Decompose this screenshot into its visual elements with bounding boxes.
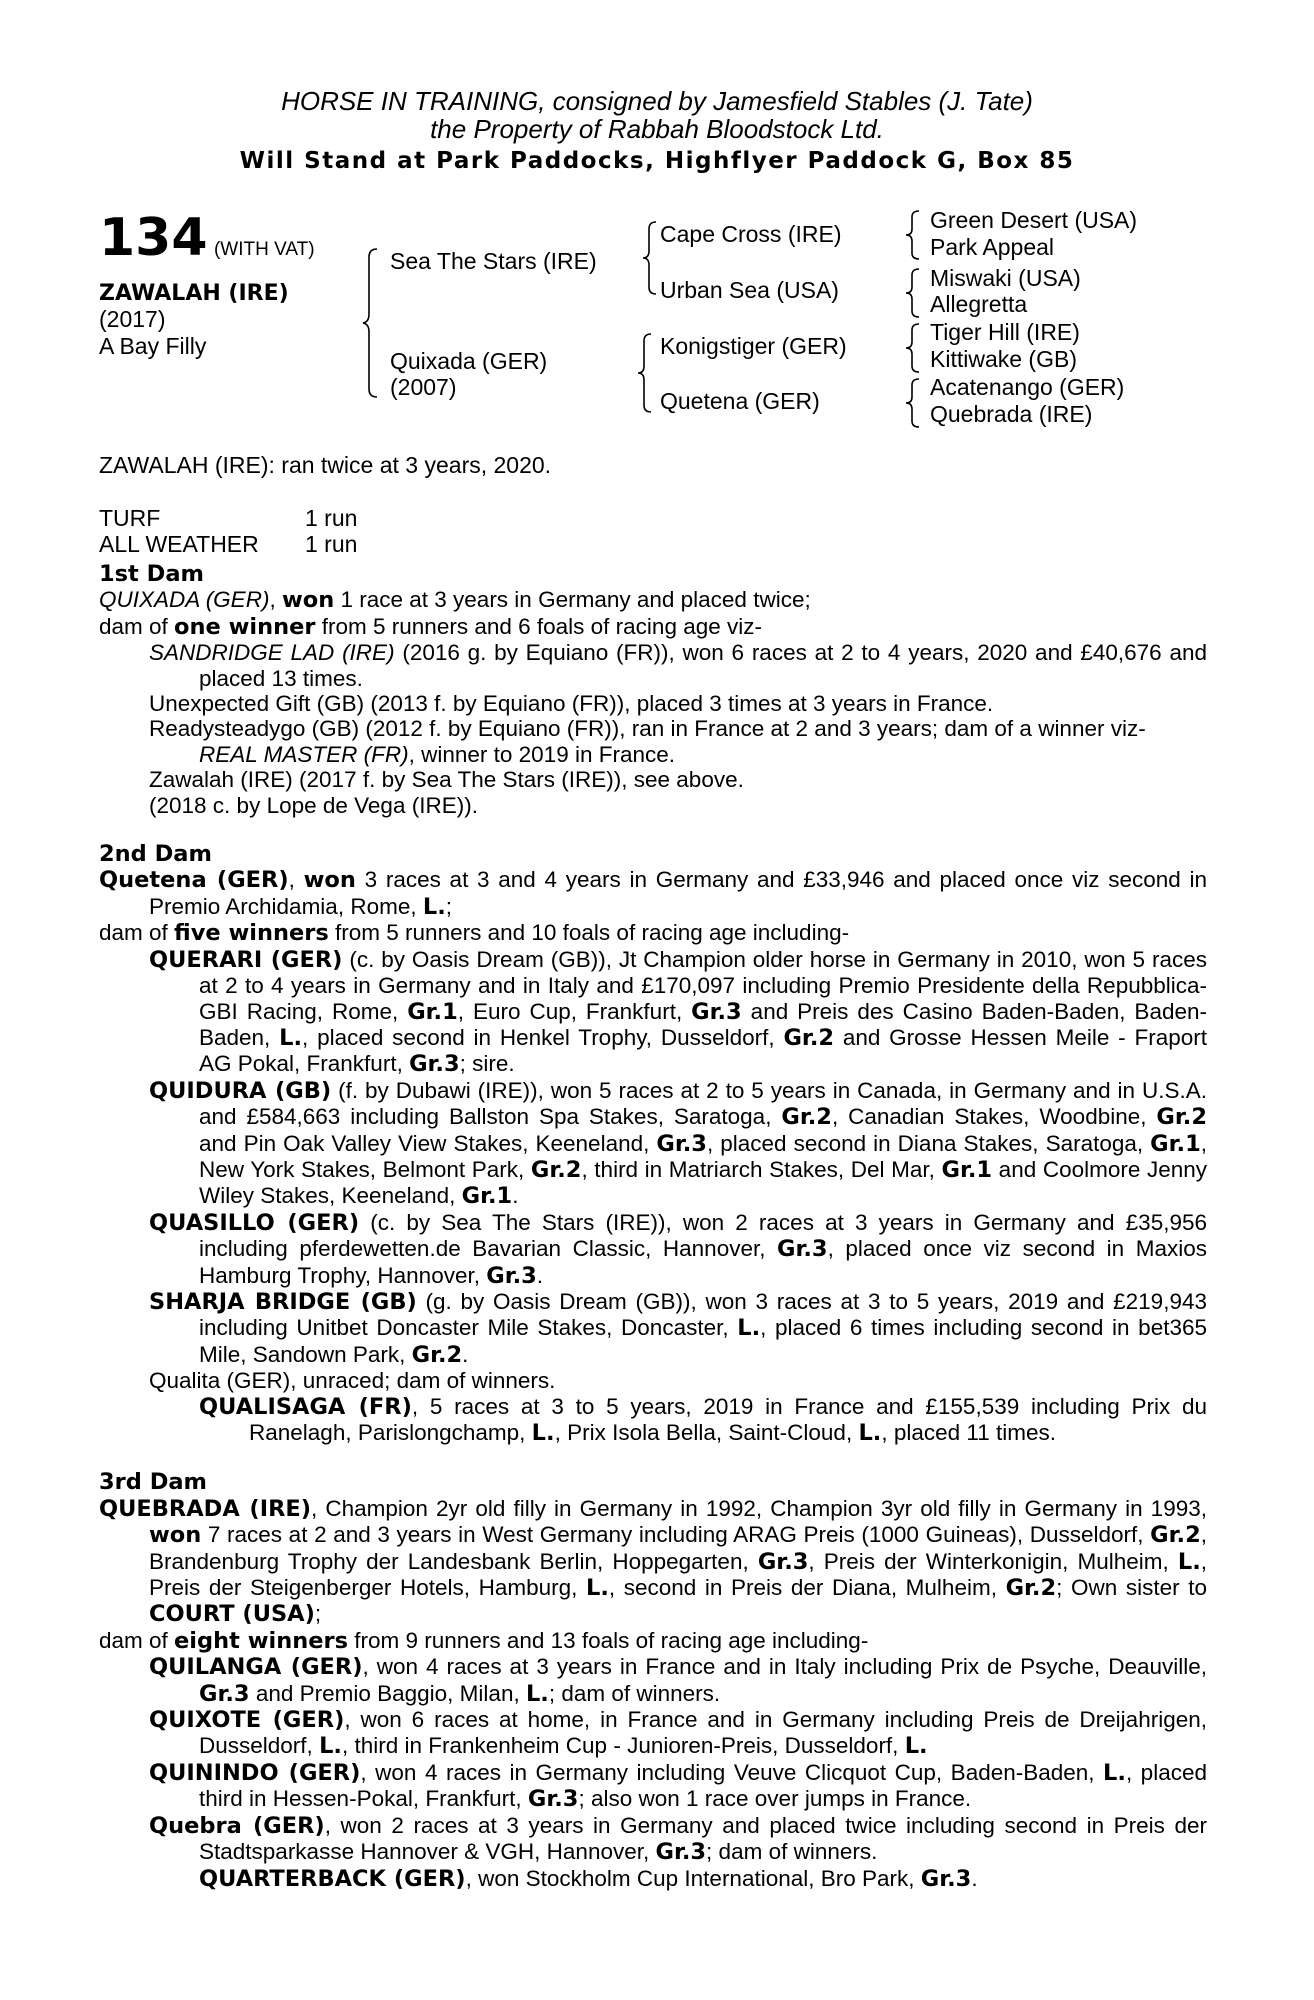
runs-count: 1 run xyxy=(305,505,358,531)
text-run: dam of xyxy=(99,1627,175,1653)
text-run: , placed 11 times. xyxy=(881,1420,1057,1445)
bold-text: won xyxy=(149,1522,202,1549)
text-run: , xyxy=(269,587,282,613)
text-run: ; also won 1 race over jumps in France. xyxy=(578,1786,972,1812)
italic-text: SANDRIDGE LAD (IRE) xyxy=(149,640,395,666)
text-run: , 5 races at 3 to 5 years, 2019 in France and £155,539 including Prix du Ranelagh, Parislongchamp, xyxy=(249,1393,1208,1445)
text-run: , won 4 races at 3 years in France and in Italy including Prix de Psyche, Deauville, xyxy=(362,1654,1207,1680)
pedigree-bracket xyxy=(908,323,920,373)
text-run: and Grosse Hessen Meile - Fraport AG Pokal, Frankfurt, xyxy=(199,1024,1207,1077)
second-dam-p2 xyxy=(99,920,1207,946)
first-dam-p6 xyxy=(99,742,1207,767)
first-dam-p5 xyxy=(99,716,1207,741)
bold-text: Gr.2 xyxy=(1150,1522,1201,1549)
text-run: 1 race at 3 years in Germany and placed twice; xyxy=(334,587,811,613)
text-run: . xyxy=(462,1341,469,1367)
bold-text: Gr.3 xyxy=(691,998,742,1025)
text-run: Unexpected Gift (GB) (2013 f. by Equiano (FR)), placed 3 times at 3 years in France. xyxy=(149,691,994,717)
text-run: , Prix Isola Bella, Saint-Cloud, xyxy=(554,1420,859,1445)
bold-text: Gr.3 xyxy=(527,1786,579,1813)
bold-text: L. xyxy=(586,1575,609,1602)
pedigree-dam: Quixada (GER) xyxy=(390,348,548,374)
bold-text: Gr.3 xyxy=(409,1051,460,1078)
text-run: , placed once viz second in Maxios Hamburg Trophy, Hannover, xyxy=(199,1236,1207,1288)
pedigree-g8: Quebrada (IRE) xyxy=(930,401,1093,427)
text-run: Qualita (GER), unraced; dam of winners. xyxy=(149,1368,556,1394)
text-run: , New York Stakes, Belmont Park, xyxy=(199,1130,1207,1182)
first-dam-p4 xyxy=(99,691,1207,716)
bold-text: L. xyxy=(858,1420,882,1446)
bold-text: QUILANGA (GER) xyxy=(149,1654,363,1681)
bold-text: Gr.2 xyxy=(781,1104,832,1131)
bold-text: Gr.1 xyxy=(1150,1130,1201,1157)
runs-count: 1 run xyxy=(305,531,358,557)
bold-text: Gr.3 xyxy=(199,1680,250,1707)
vat-note: (WITH VAT) xyxy=(213,239,315,260)
third-dam-p7 xyxy=(99,1866,1207,1892)
lot-number: 134 xyxy=(99,208,208,268)
owner-line: the Property of Rabbah Bloodstock Ltd. xyxy=(430,114,884,144)
pedigree-bracket xyxy=(908,210,920,260)
bold-text: one winner xyxy=(174,613,316,640)
produce-record xyxy=(99,562,1207,1892)
text-run: , won Stockholm Cup International, Bro Park, xyxy=(465,1865,921,1891)
bold-text: L. xyxy=(319,1733,342,1760)
text-run: , Preis der Steigenberger Hotels, Hamburg, xyxy=(149,1548,1208,1601)
text-run: , second in Preis der Diana, Mulheim, xyxy=(608,1575,1006,1601)
pedigree-g1: Green Desert (USA) xyxy=(930,207,1138,233)
bold-text: QUIDURA (GB) xyxy=(149,1077,332,1104)
pedigree-dam-dam: Quetena (GER) xyxy=(660,388,820,414)
bold-text: L. xyxy=(737,1315,761,1342)
text-run: , won 6 races at home, in France and in Germany including Preis de Dreijahrigen, Dusseldorf, xyxy=(199,1707,1207,1759)
bold-text: L. xyxy=(904,1733,928,1760)
third-dam-p2 xyxy=(99,1628,1207,1654)
pedigree-dam-sire: Konigstiger (GER) xyxy=(660,333,847,359)
text-run: ; xyxy=(445,893,453,919)
bold-text: QUASILLO (GER) xyxy=(149,1209,360,1236)
text-run: ; dam of winners. xyxy=(706,1839,878,1865)
pedigree-bracket xyxy=(640,333,652,413)
text-run: 7 races at 2 and 3 years in West Germany including ARAG Preis (1000 Guineas), Dusseldorf, xyxy=(201,1522,1151,1548)
pedigree-g2: Park Appeal xyxy=(930,234,1055,260)
text-run: . xyxy=(536,1262,544,1288)
third-dam-p4 xyxy=(99,1707,1207,1760)
pedigree-sire-dam: Urban Sea (USA) xyxy=(660,277,839,303)
first-dam-p2 xyxy=(99,614,1207,640)
bold-text: Gr.2 xyxy=(411,1341,463,1368)
text-run: from 5 runners and 10 foals of racing age including- xyxy=(328,920,850,946)
pedigree-bracket xyxy=(908,378,920,428)
text-run: and Pin Oak Valley View Stakes, Keeneland, xyxy=(199,1130,657,1156)
bold-text: Gr.1 xyxy=(461,1183,513,1210)
text-run: Readysteadygo (GB) (2012 f. by Equiano (FR)), ran in France at 2 and 3 years; dam of a winner viz- xyxy=(149,716,1146,742)
bold-text: QUARTERBACK (GER) xyxy=(199,1865,466,1892)
bold-text: L. xyxy=(279,1024,303,1051)
bold-text: Gr.3 xyxy=(920,1865,972,1892)
bold-text: Quetena (GER) xyxy=(99,867,289,894)
bold-text: Gr.2 xyxy=(1005,1575,1057,1602)
text-run: ; Own sister to xyxy=(1056,1575,1207,1601)
text-run: , Champion 2yr old filly in Germany in 1992, Champion 3yr old filly in Germany in 1993, xyxy=(311,1495,1207,1521)
second-dam-p7 xyxy=(99,1368,1207,1393)
bold-text: SHARJA BRIDGE (GB) xyxy=(149,1288,417,1315)
second-dam-p3 xyxy=(99,947,1207,1078)
text-run: dam of xyxy=(99,920,175,946)
bold-text: Gr.3 xyxy=(777,1236,828,1263)
second-dam-p6 xyxy=(99,1289,1207,1368)
text-run: 3 races at 3 and 4 years in Germany and £33,946 and placed once viz second in Premio Archidamia, Rome, xyxy=(149,867,1207,919)
text-run: , won 2 races at 3 years in Germany and placed twice including second in Preis der Stadtsparkasse Hannover & VGH, Hannover, xyxy=(199,1812,1208,1865)
third-dam-p3 xyxy=(99,1654,1207,1707)
pedigree-g5: Tiger Hill (IRE) xyxy=(930,319,1080,345)
runs-row xyxy=(99,505,357,531)
bold-text: eight winners xyxy=(174,1627,349,1654)
horse-name: ZAWALAH (IRE) xyxy=(99,281,289,306)
runs-surface: ALL WEATHER xyxy=(99,531,259,557)
text-run: (c. by Oasis Dream (GB)), Jt Champion older horse in Germany in 2010, won 5 races at 2 to 4 years in Germany and in Italy and £170,097 including Premio Presidente della Repubblica-GBI Racing, Rome, xyxy=(199,946,1207,1024)
text-run: (f. by Dubawi (IRE)), won 5 races at 2 to 5 years in Canada, in Germany and in U.S.A. and £584,663 including Ballston Spa Stakes, Saratoga, xyxy=(199,1077,1207,1130)
location-line: Will Stand at Park Paddocks, Highflyer Paddock G, Box 85 xyxy=(239,148,1075,174)
second-dam-p4 xyxy=(99,1078,1207,1210)
bold-text: five winners xyxy=(174,920,329,947)
bold-text: L. xyxy=(531,1420,555,1446)
bold-text: Gr.3 xyxy=(757,1548,809,1575)
bold-text: COURT (USA) xyxy=(149,1601,315,1628)
pedigree-bracket xyxy=(366,248,378,398)
pedigree-sire-sire: Cape Cross (IRE) xyxy=(660,221,842,247)
third-dam-p5 xyxy=(99,1760,1207,1813)
bold-text: QUININDO (GER) xyxy=(149,1759,361,1786)
section-heading-2nd-dam: 2nd Dam xyxy=(99,841,212,868)
first-dam-p7 xyxy=(99,767,1207,792)
bold-text: Quebra (GER) xyxy=(149,1812,325,1839)
text-run: , Brandenburg Trophy der Landesbank Berlin, Hoppegarten, xyxy=(149,1522,1207,1574)
section-heading-3rd-dam: 3rd Dam xyxy=(99,1469,207,1496)
bold-text: Gr.1 xyxy=(407,998,458,1025)
runs-table xyxy=(99,505,357,557)
bold-text: won xyxy=(281,587,335,614)
pedigree-bracket xyxy=(908,268,920,318)
pedigree-sire: Sea The Stars (IRE) xyxy=(390,248,597,274)
third-dam-p1 xyxy=(99,1496,1207,1628)
bold-text: QUERARI (GER) xyxy=(149,946,343,973)
second-dam-p8 xyxy=(99,1394,1207,1447)
text-run: . xyxy=(971,1865,978,1891)
text-run: ; dam of winners. xyxy=(548,1680,721,1706)
consignor-line: HORSE IN TRAINING, consigned by Jamesfield Stables (J. Tate) xyxy=(281,86,1033,116)
pedigree-g3: Miswaki (USA) xyxy=(930,265,1081,291)
section-heading-1st-dam: 1st Dam xyxy=(99,561,204,587)
bold-text: won xyxy=(303,867,356,894)
second-dam-p5 xyxy=(99,1210,1207,1289)
text-run: , winner to 2019 in France. xyxy=(408,741,676,767)
text-run: and Coolmore Jenny Wiley Stakes, Keeneland, xyxy=(199,1156,1207,1209)
runs-row xyxy=(99,531,357,557)
bold-text: Gr.2 xyxy=(783,1024,835,1051)
text-run: (2016 g. by Equiano (FR)), won 6 races at 2 to 4 years, 2020 and £40,676 and placed 13 times. xyxy=(199,640,1207,691)
text-run: , placed second in Diana Stakes, Saratoga, xyxy=(706,1130,1151,1156)
text-run: , placed 6 times including second in bet365 Mile, Sandown Park, xyxy=(199,1315,1207,1367)
bold-text: Gr.1 xyxy=(941,1156,993,1183)
text-run: , won 4 races in Germany including Veuve Clicquot Cup, Baden-Baden, xyxy=(360,1759,1104,1785)
pedigree-g4: Allegretta xyxy=(930,291,1028,317)
bold-text: Gr.2 xyxy=(1156,1104,1207,1131)
text-run: , placed second in Henkel Trophy, Dusseldorf, xyxy=(302,1024,784,1050)
horse-description: A Bay Filly xyxy=(99,333,207,359)
bold-text: Gr.3 xyxy=(656,1130,707,1157)
text-run: and Preis des Casino Baden-Baden, Baden-Baden, xyxy=(199,998,1207,1050)
text-run: from 9 runners and 13 foals of racing age including- xyxy=(348,1627,869,1653)
text-run: , Canadian Stakes, Woodbine, xyxy=(831,1104,1157,1130)
bold-text: L. xyxy=(1103,1759,1126,1786)
bold-text: Gr.3 xyxy=(486,1262,537,1289)
bold-text: QUIXOTE (GER) xyxy=(149,1707,345,1734)
text-run: and Premio Baggio, Milan, xyxy=(249,1680,526,1706)
text-run: from 5 runners and 6 foals of racing age viz- xyxy=(315,613,762,639)
pedigree-dam-year: (2007) xyxy=(390,374,457,400)
lot-heading xyxy=(99,210,315,266)
runs-surface: TURF xyxy=(99,505,161,531)
text-run: dam of xyxy=(99,613,175,639)
foaling-year: (2017) xyxy=(99,306,166,332)
first-dam-p8 xyxy=(99,793,1207,818)
text-run: Zawalah (IRE) (2017 f. by Sea The Stars (IRE)), see above. xyxy=(149,767,744,793)
bold-text: QUALISAGA (FR) xyxy=(199,1393,412,1420)
text-run: , Euro Cup, Frankfurt, xyxy=(457,998,692,1024)
bold-text: QUEBRADA (IRE) xyxy=(99,1495,312,1522)
text-run: (g. by Oasis Dream (GB)), won 3 races at 3 to 5 years, 2019 and £219,943 including Unitbet Doncaster Mile Stakes, Doncaster, xyxy=(199,1288,1207,1341)
italic-text: REAL MASTER (FR) xyxy=(199,741,409,767)
text-run: , Preis der Winterkonigin, Mulheim, xyxy=(808,1548,1178,1574)
text-run: ; sire. xyxy=(459,1051,515,1077)
pedigree-g6: Kittiwake (GB) xyxy=(930,346,1077,372)
first-dam-p3 xyxy=(99,640,1207,691)
italic-text: QUIXADA (GER) xyxy=(99,587,270,613)
second-dam-p1 xyxy=(99,867,1207,920)
text-run: (2018 c. by Lope de Vega (IRE)). xyxy=(149,792,478,818)
first-dam-p1 xyxy=(99,587,1207,613)
bold-text: L. xyxy=(1177,1548,1201,1575)
text-run: , xyxy=(288,867,304,893)
text-run: . xyxy=(512,1183,519,1209)
text-run: , third in Frankenheim Cup - Junioren-Preis, Dusseldorf, xyxy=(341,1733,905,1759)
text-run: , placed third in Hessen-Pokal, Frankfurt, xyxy=(199,1759,1207,1812)
bold-text: Gr.3 xyxy=(655,1839,707,1866)
bold-text: L. xyxy=(422,893,446,920)
pedigree-bracket xyxy=(645,221,657,295)
bold-text: Gr.2 xyxy=(530,1156,582,1183)
text-run: (c. by Sea The Stars (IRE)), won 2 races at 3 years in Germany and £35,956 including pferdewetten.de Bavarian Classic, Hannover, xyxy=(199,1209,1207,1262)
race-summary: ZAWALAH (IRE): ran twice at 3 years, 2020. xyxy=(99,452,552,478)
text-run: , third in Matriarch Stakes, Del Mar, xyxy=(581,1156,942,1182)
pedigree-g7: Acatenango (GER) xyxy=(930,374,1125,400)
text-run: ; xyxy=(314,1601,322,1627)
third-dam-p6 xyxy=(99,1813,1207,1866)
bold-text: L. xyxy=(525,1680,549,1707)
